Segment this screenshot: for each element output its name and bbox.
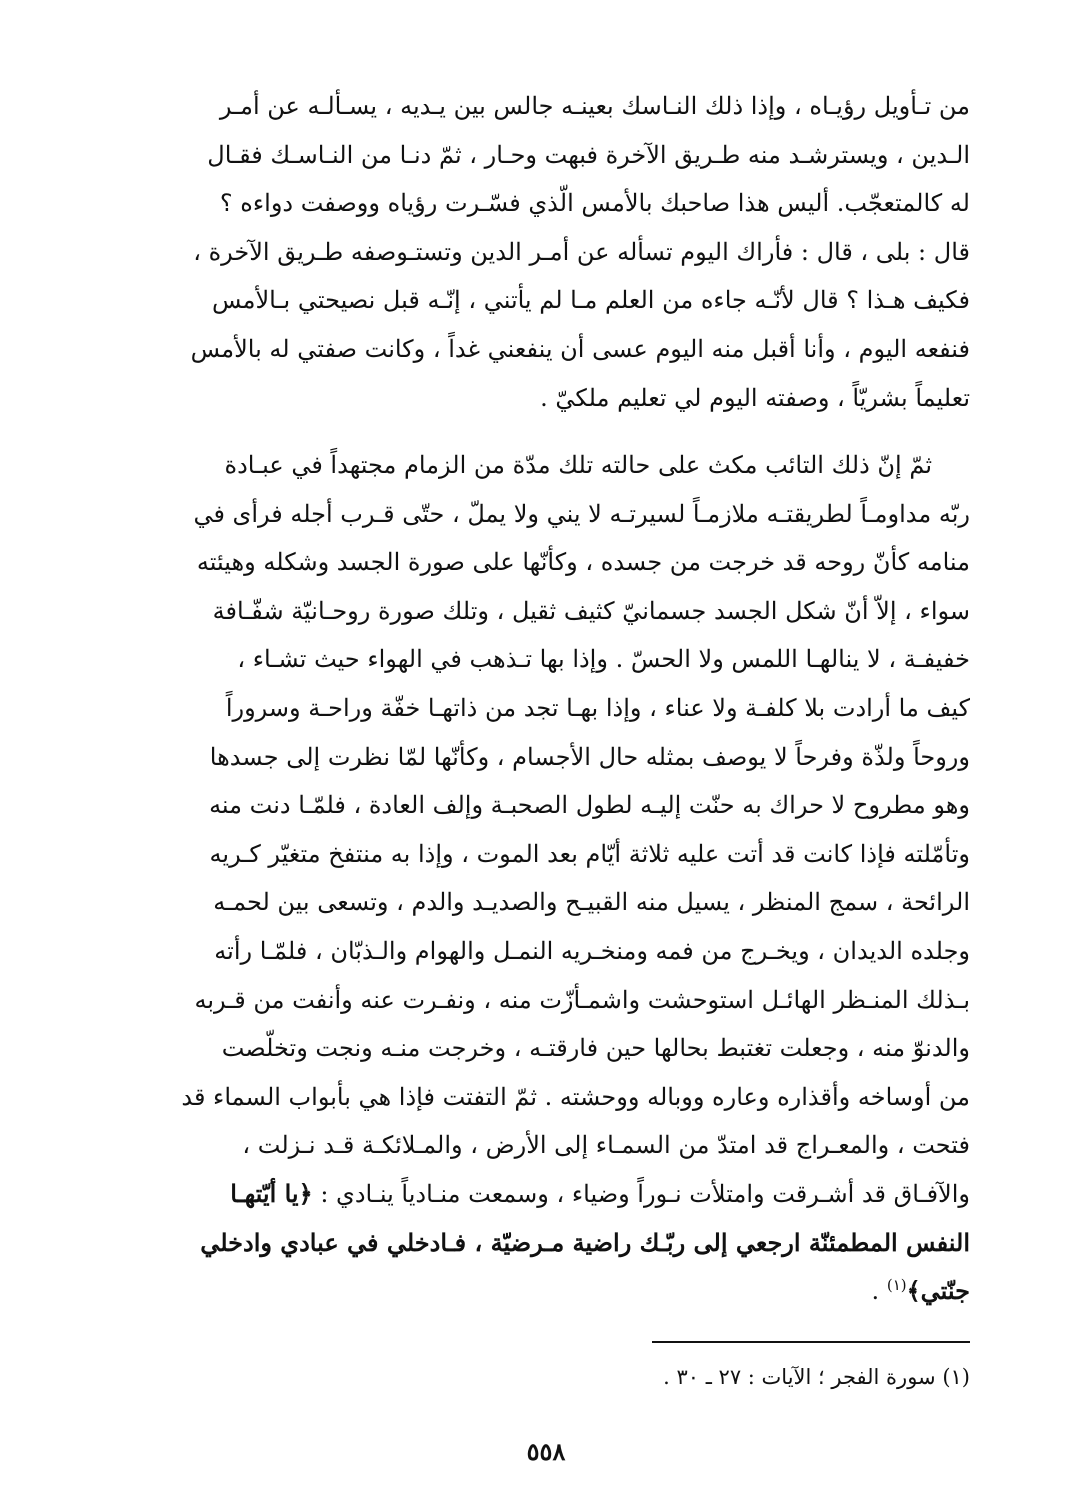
text-line: وروحاً ولذّة وفرحاً لا يوصف بمثله حال الأجسام ، وكأنّها لمّا نظرت إلى جسدها xyxy=(209,742,970,771)
text-line xyxy=(125,1267,970,1316)
text-line: وجلده الديدان ، ويخـرج من فمه ومنخـريه النمـل والهوام والـذبّان ، فلمّـا رأته xyxy=(214,936,970,965)
text-line: كيف ما أرادت بلا كلفـة ولا عناء ، وإذا بهـا تجد من ذاتهـا خفّة وراحـة وسروراً xyxy=(225,693,970,722)
text-line: فتحت ، والمعـراج قد امتدّ من السمـاء إلى الأرض ، والمـلائكـة قـد نـزلت ، xyxy=(242,1131,970,1160)
footnote-divider xyxy=(652,1341,970,1343)
quran-verse-end: جنّتي﴾ xyxy=(906,1276,970,1306)
footnote-marker: (١) xyxy=(886,1276,907,1295)
text-line: خفيفـة ، لا ينالهـا اللمس ولا الحسّ . وإذا بها تـذهب في الهواء حيث تشـاء ، xyxy=(237,645,970,674)
text-segment: والآفـاق قد أشـرقت وامتلأت نـوراً وضياء ، وسمعت منـادياً ينـادي : xyxy=(320,1179,970,1208)
text-line xyxy=(125,1170,970,1219)
page-number: ٥٥٨ xyxy=(526,1437,566,1466)
text-line: تعليماً بشريّاً ، وصفته اليوم لي تعليم ملكيّ . xyxy=(540,383,970,412)
text-line: والدنوّ منه ، وجعلت تغتبط بحالها حين فارقتـه ، وخرجت منـه ونجت وتخلّصت xyxy=(221,1034,970,1063)
paragraph-2 xyxy=(125,441,970,1316)
quran-verse-start: ﴿يا أيّتهـا xyxy=(230,1178,313,1208)
text-line: منامه كأنّ روحه قد خرجت من جسده ، وكأنّها على صورة الجسد وشكله وهيئته xyxy=(196,548,970,577)
text-line: الرائحة ، سمج المنظر ، يسيل منه القبيـح والصديـد والدم ، وتسعى بين لحمـه xyxy=(213,888,970,917)
text-line: من أوساخه وأقذاره وعاره ووباله ووحشته . ثمّ التفتت فإذا هي بأبواب السماء قد xyxy=(181,1082,970,1111)
text-line: بـذلك المنـظر الهائـل استوحشت واشمـأزّت منه ، ونفـرت عنه وأنفت من قـربه xyxy=(194,985,970,1014)
text-line: وتأمّلته فإذا كانت قد أتت عليه ثلاثة أيّام بعد الموت ، وإذا به منتفخ متغيّر كـريه xyxy=(209,839,970,868)
text-line: سواء ، إلاّ أنّ شكل الجسد جسمانيّ كثيف ثقيل ، وتلك صورة روحـانيّة شفّـافة xyxy=(212,596,970,625)
text-line: فكيف هـذا ؟ قال لأنّـه جاءه من العلم مـا لم يأتني ، إنّـه قبل نصيحتي بـالأمس xyxy=(212,286,970,315)
quran-verse-line: النفس المطمئنّة ارجعي إلى ربّـك راضية مـرضيّة ، فـادخلي في عبادي وادخلي xyxy=(200,1227,970,1257)
text-line: ثمّ إنّ ذلك التائب مكث على حالته تلك مدّة من الزمام مجتهداً في عبـادة xyxy=(224,451,932,479)
paragraph-1 xyxy=(125,82,970,422)
text-line: ربّه مداومـاً لطريقتـه ملازمـاً لسيرتـه لا يني ولا يملّ ، حتّى قـرب أجله فرأى في xyxy=(193,499,970,528)
text-line: وهو مطروح لا حراك به حنّت إليـه لطول الصحبـة وإلف العادة ، فلمّـا دنت منه xyxy=(209,791,970,820)
text-line: قال : بلى ، قال : فأراك اليوم تسأله عن أمـر الدين وتستـوصفه طـريق الآخرة ، xyxy=(193,237,970,266)
end-period: . xyxy=(871,1277,880,1306)
text-line: له كالمتعجّب. أليس هذا صاحبك بالأمس الّذي فسّـرت رؤياه ووصفت دواءه ؟ xyxy=(219,189,970,218)
footnote: (١) سورة الفجر ؛ الآيات : ٢٧ ـ ٣٠ . xyxy=(663,1365,970,1389)
text-line: من تـأويل رؤيـاه ، وإذا ذلك النـاسك بعينـه جالس بين يـديه ، يسـألـه عن أمـر xyxy=(219,92,970,120)
text-line: الـدين ، ويسترشـد منه طـريق الآخرة فبهت وحـار ، ثمّ دنـا من النـاسـك فقـال xyxy=(207,140,970,169)
text-line: فنفعه اليوم ، وأنا أقبل منه اليوم عسى أن ينفعني غداً ، وكانت صفتي له بالأمس xyxy=(190,334,970,363)
